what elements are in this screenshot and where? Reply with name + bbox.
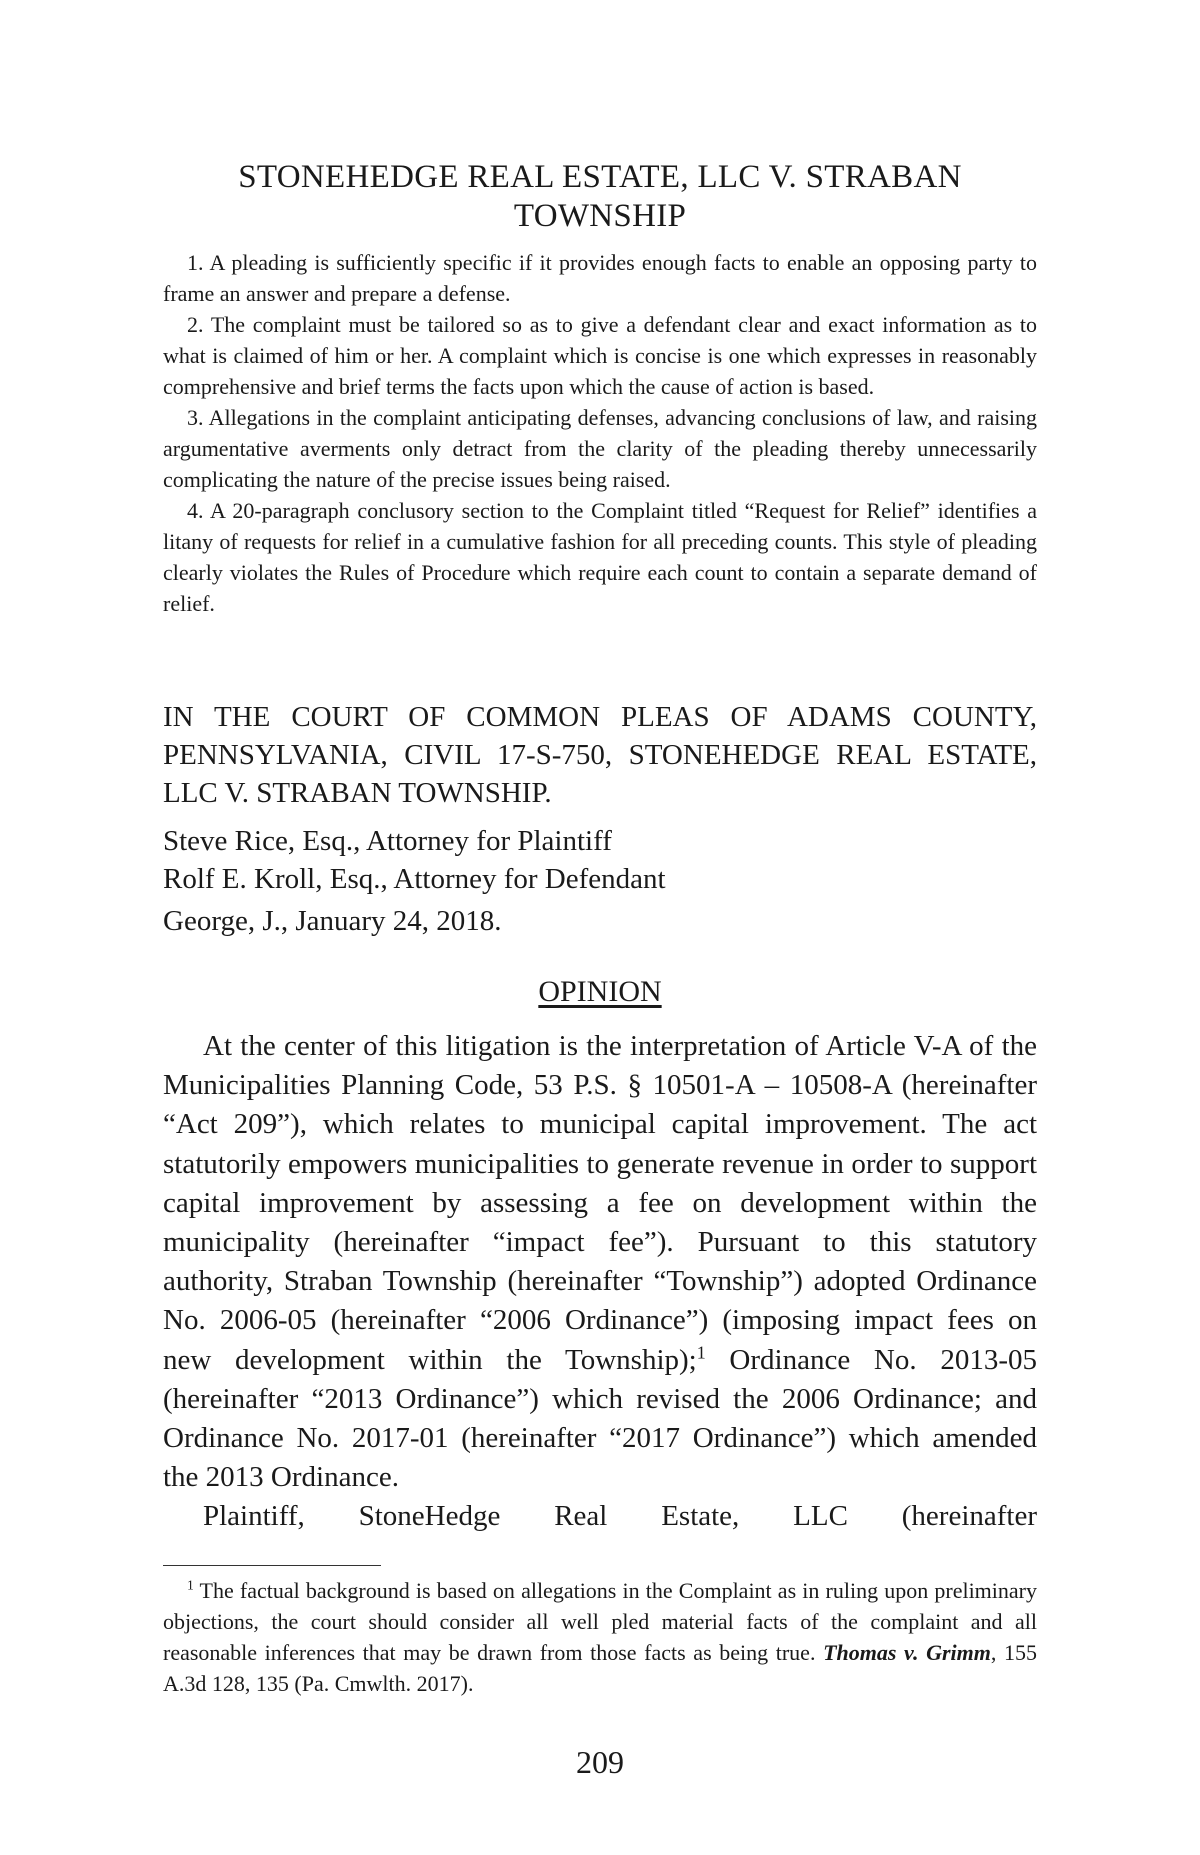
body-paragraph-2: Plaintiff, StoneHedge Real Estate, LLC (hereinafter xyxy=(203,1500,1037,1533)
case-caption xyxy=(163,698,1037,940)
page-number: 209 xyxy=(576,1744,624,1780)
plaintiff-counsel: Steve Rice, Esq., Attorney for Plaintiff xyxy=(163,825,612,857)
footnote-text: The factual background is based on allegations in the Complaint as in ruling upon preliminary objections, the court should consider all well pled material facts of the complaint and all reasonable inferences that may be drawn from those facts as being true. xyxy=(163,1578,1037,1665)
footnote-divider xyxy=(163,1565,381,1566)
headnotes xyxy=(163,247,1037,619)
headnote-1: 1. A pleading is sufficiently specific if it provides enough facts to enable an opposing party to frame an answer and prepare a defense. xyxy=(163,250,1037,306)
headnote-3: 3. Allegations in the complaint anticipating defenses, advancing conclusions of law, and raising argumentative averments only detract from the clarity of the pleading thereby unnecessarily complicating the nature of the precise issues being raised. xyxy=(163,405,1037,492)
headnote-2: 2. The complaint must be tailored so as to give a defendant clear and exact information as to what is claimed of him or her. A complaint which is concise is one which expresses in reasonably comprehensive and brief terms the facts upon which the cause of action is based. xyxy=(163,312,1037,399)
opinion-heading: OPINION xyxy=(538,975,662,1008)
case-title: STONEHEDGE REAL ESTATE, LLC V. STRABAN TOWNSHIP xyxy=(238,159,962,234)
judge-date: George, J., January 24, 2018. xyxy=(163,905,502,937)
defendant-counsel: Rolf E. Kroll, Esq., Attorney for Defendant xyxy=(163,863,666,895)
opinion-body xyxy=(163,1027,1037,1537)
case-citation-name: Thomas v. Grimm xyxy=(823,1640,991,1665)
footnote xyxy=(163,1575,1037,1699)
court-caption: IN THE COURT OF COMMON PLEAS OF ADAMS COUNTY, PENNSYLVANIA, CIVIL 17-S-750, STONEHEDGE REAL ESTATE, LLC V. STRABAN TOWNSHIP. xyxy=(163,701,1037,809)
body-paragraph-1 xyxy=(163,1027,1037,1497)
footnote-reference: 1 xyxy=(696,1341,706,1362)
body-paragraph-1-end: Ordinance No. 2013-05 (hereinafter “2013 Ordinance”) which revised the 2006 Ordinance; and Ordinance No. 2017-01 (hereinafter “2017 Ordinance”) which amended the 2013 Ordinance. xyxy=(163,1343,1038,1494)
counsel-list xyxy=(163,822,1037,940)
footnote-number: 1 xyxy=(187,1577,194,1593)
case-citation-reporter: , 155 A.3d 128, 135 (Pa. Cmwlth. 2017). xyxy=(163,1640,1037,1696)
body-paragraph-1-start: At the center of this litigation is the interpretation of Article V-A of the Municipalities Planning Code, 53 P.S. § 10501-A – 10508-A (hereinafter “Act 209”), which relates to municipal capital improvement. The act statutorily empowers municipalities to generate revenue in order to support capital improvement by assessing a fee on development within the municipality (hereinafter “impact fee”). Pursuant to this statutory authority, Straban Township (hereinafter “Township”) adopted Ordinance No. 2006-05 (hereinafter “2006 Ordinance”) (imposing impact fees on new development within the Township); xyxy=(163,1030,1037,1376)
footnote-paragraph xyxy=(163,1575,1037,1699)
headnote-4: 4. A 20-paragraph conclusory section to the Complaint titled “Request for Relief” identifies a litany of requests for relief in a cumulative fashion for all preceding counts. This style of pleading clearly violates the Rules of Procedure which require each count to contain a separate demand of relief. xyxy=(163,498,1037,616)
